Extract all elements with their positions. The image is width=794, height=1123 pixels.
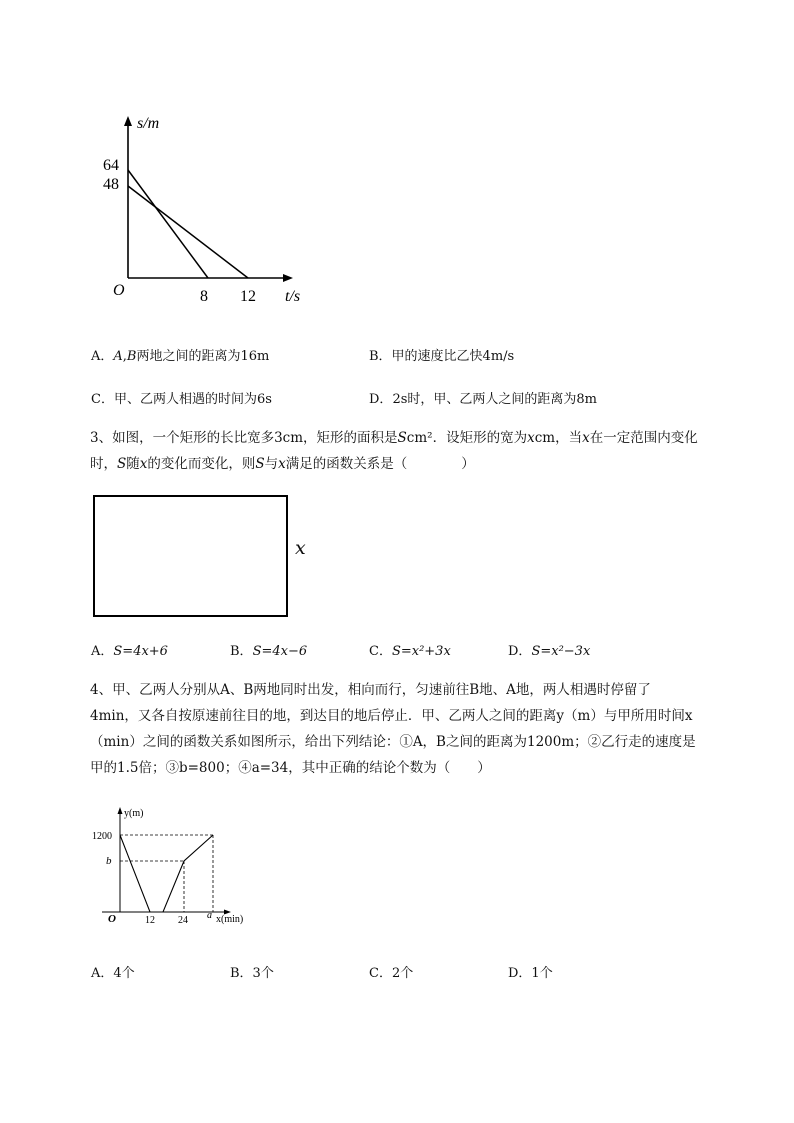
x-axis-arrow — [283, 274, 293, 282]
rectangle-figure — [93, 495, 288, 617]
origin-label: O — [108, 913, 116, 925]
q3-line-2: 时，S随x的变化而变化，则S与x满足的函数关系是（ ） — [90, 456, 475, 472]
q4-line-2: 4min，又各自按原速前往目的地，到达目的地后停止．甲、乙两人之间的距离y（m）与甲所用时间x — [90, 708, 693, 724]
x-tick-a: a — [207, 910, 212, 921]
question-4-text — [90, 677, 755, 781]
q4-line-1: 4、甲、乙两人分别从A、B两地同时出发，相向而行，匀速前往B地、A地，两人相遇时停留了 — [90, 682, 651, 698]
q3-option-b[interactable]: B．S=4x−6 — [230, 644, 308, 659]
y-axis-arrow — [124, 116, 132, 126]
x-axis-label: t/s — [285, 288, 301, 305]
y-tick-48: 48 — [103, 176, 119, 193]
q2-option-c[interactable]: C．甲、乙两人相遇的时间为6s — [91, 392, 272, 407]
y-tick-b: b — [106, 855, 112, 867]
origin-label: O — [113, 282, 125, 299]
q2-option-a[interactable]: A．A,B两地之间的距离为16m — [91, 349, 270, 364]
q2-option-d[interactable]: D．2s时，甲、乙两人之间的距离为8m — [369, 392, 597, 407]
q4-option-c[interactable]: C．2个 — [369, 966, 414, 981]
y-axis-arrow — [118, 807, 123, 814]
series-line-1 — [128, 170, 208, 278]
series-line-2 — [128, 186, 248, 278]
q4-line-4: 甲的1.5倍；③b=800；④a=34，其中正确的结论个数为（ ） — [90, 760, 491, 776]
chart-2 — [88, 800, 258, 930]
q4-option-d[interactable]: D．1个 — [508, 966, 553, 981]
q4-option-a[interactable]: A．4个 — [91, 966, 135, 981]
x-tick-24: 24 — [178, 915, 188, 926]
y-axis-label: y(m) — [124, 808, 144, 819]
x-axis-label: x(min) — [216, 914, 244, 925]
question-3-text — [90, 425, 755, 477]
q3-option-a[interactable]: A．S=4x+6 — [91, 644, 168, 659]
y-tick-1200: 1200 — [92, 831, 112, 842]
rectangle-width-label: x — [295, 537, 306, 559]
x-tick-8: 8 — [200, 288, 208, 305]
q2-option-b[interactable]: B．甲的速度比乙快4m/s — [369, 349, 515, 364]
q3-option-c[interactable]: C．S=x²+3x — [369, 644, 451, 659]
y-axis-label: s/m — [137, 115, 160, 132]
chart-1 — [95, 110, 325, 310]
x-tick-12: 12 — [145, 915, 155, 926]
distance-series-line — [120, 835, 213, 912]
q3-option-d[interactable]: D．S=x²−3x — [508, 644, 591, 659]
q4-option-b[interactable]: B．3个 — [230, 966, 274, 981]
q3-line-1: 3、如图，一个矩形的长比宽多3cm，矩形的面积是Scm²．设矩形的宽为xcm，当x在一定范围内变化 — [90, 430, 698, 446]
y-tick-64: 64 — [103, 157, 119, 174]
x-tick-12: 12 — [240, 288, 256, 305]
q4-line-3: （min）之间的函数关系如图所示，给出下列结论：①A，B之间的距离为1200m；②乙行走的速度是 — [90, 734, 696, 750]
